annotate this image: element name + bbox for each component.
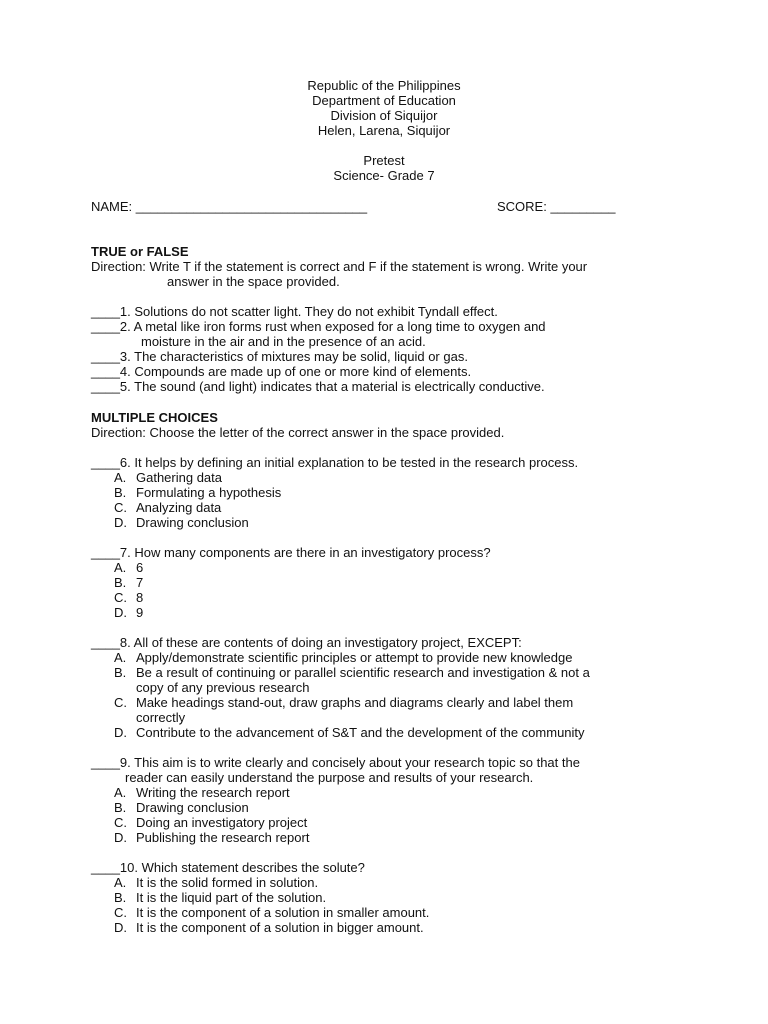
header-division: Division of Siquijor bbox=[330, 108, 438, 123]
q8-option-d bbox=[91, 725, 691, 740]
question-9-stem bbox=[91, 755, 691, 785]
score-field: SCORE: _________ bbox=[497, 199, 616, 214]
option-letter: A. bbox=[114, 785, 127, 800]
option-text: Be a result of continuing or parallel scientific research and investigation & not a bbox=[136, 665, 590, 680]
q10-option-d bbox=[91, 920, 691, 935]
option-text: Drawing conclusion bbox=[136, 800, 249, 815]
question-9-stem-line-2: reader can easily understand the purpose and results of your research. bbox=[125, 770, 534, 785]
option-text: 8 bbox=[136, 590, 144, 605]
direction-line-1: Direction: Write T if the statement is correct and F if the statement is wrong. Write your bbox=[91, 259, 588, 274]
option-text: 9 bbox=[136, 605, 144, 620]
q8-option-b bbox=[91, 665, 691, 695]
option-text: Apply/demonstrate scientific principles or attempt to provide new knowledge bbox=[136, 650, 573, 665]
option-letter: C. bbox=[114, 590, 127, 605]
header-department: Department of Education bbox=[312, 93, 456, 108]
option-letter: D. bbox=[114, 605, 127, 620]
option-text: Publishing the research report bbox=[136, 830, 310, 845]
q6-option-d bbox=[91, 515, 691, 530]
option-letter: A. bbox=[114, 470, 127, 485]
option-letter: B. bbox=[114, 485, 127, 500]
multiple-choice-section bbox=[91, 410, 691, 935]
question-10 bbox=[91, 860, 691, 935]
header-test-type: Pretest bbox=[363, 153, 405, 168]
option-text: 6 bbox=[136, 560, 144, 575]
q9-option-c bbox=[91, 815, 691, 830]
option-letter: A. bbox=[114, 560, 127, 575]
question-10-stem: ____10. Which statement describes the solute? bbox=[91, 860, 365, 875]
option-letter: B. bbox=[114, 665, 127, 680]
tf-item-5: ____5. The sound (and light) indicates that a material is electrically conductive. bbox=[91, 379, 545, 394]
q7-option-c bbox=[91, 590, 691, 605]
header-republic: Republic of the Philippines bbox=[307, 78, 461, 93]
option-text: It is the component of a solution in bigger amount. bbox=[136, 920, 424, 935]
tf-item-2-line-2: moisture in the air and in the presence of an acid. bbox=[141, 334, 426, 349]
option-text: Analyzing data bbox=[136, 500, 222, 515]
q6-option-c bbox=[91, 500, 691, 515]
header-subject: Science- Grade 7 bbox=[333, 168, 435, 183]
true-false-title: TRUE or FALSE bbox=[91, 244, 189, 259]
document-header bbox=[0, 78, 768, 183]
name-field: NAME: ________________________________ bbox=[91, 199, 368, 214]
option-letter: C. bbox=[114, 905, 127, 920]
option-text: It is the solid formed in solution. bbox=[136, 875, 319, 890]
q9-option-b bbox=[91, 800, 691, 815]
option-text: Writing the research report bbox=[136, 785, 290, 800]
multiple-choice-direction: Direction: Choose the letter of the correct answer in the space provided. bbox=[91, 425, 505, 440]
option-letter: B. bbox=[114, 890, 127, 905]
option-letter: C. bbox=[114, 500, 127, 515]
option-letter: C. bbox=[114, 695, 127, 710]
header-location: Helen, Larena, Siquijor bbox=[317, 123, 451, 138]
q10-option-b bbox=[91, 890, 691, 905]
q7-option-a bbox=[91, 560, 691, 575]
true-false-section bbox=[91, 244, 691, 394]
option-text-continued: copy of any previous research bbox=[136, 680, 310, 695]
option-text: 7 bbox=[136, 575, 144, 590]
tf-item-1: ____1. Solutions do not scatter light. They do not exhibit Tyndall effect. bbox=[91, 304, 498, 319]
true-false-list bbox=[91, 304, 691, 394]
q6-option-b bbox=[91, 485, 691, 500]
option-text: Drawing conclusion bbox=[136, 515, 249, 530]
q8-option-a bbox=[91, 650, 691, 665]
option-text: Doing an investigatory project bbox=[136, 815, 308, 830]
option-text: Gathering data bbox=[136, 470, 223, 485]
tf-item-4: ____4. Compounds are made up of one or more kind of elements. bbox=[91, 364, 472, 379]
option-text: Formulating a hypothesis bbox=[136, 485, 282, 500]
q9-option-d bbox=[91, 830, 691, 845]
option-letter: B. bbox=[114, 800, 127, 815]
q9-option-a bbox=[91, 785, 691, 800]
question-7-stem: ____7. How many components are there in an investigatory process? bbox=[91, 545, 491, 560]
question-9-stem-line-1: ____9. This aim is to write clearly and concisely about your research topic so that the bbox=[91, 755, 580, 770]
option-text: Make headings stand-out, draw graphs and diagrams clearly and label them bbox=[136, 695, 574, 710]
header-gap bbox=[0, 138, 768, 153]
option-letter: A. bbox=[114, 650, 127, 665]
option-letter: C. bbox=[114, 815, 127, 830]
question-8 bbox=[91, 635, 691, 740]
question-7 bbox=[91, 545, 691, 620]
multiple-choice-title: MULTIPLE CHOICES bbox=[91, 410, 218, 425]
option-text: Contribute to the advancement of S&T and the development of the community bbox=[136, 725, 585, 740]
true-false-direction bbox=[91, 259, 691, 289]
question-9 bbox=[91, 755, 691, 845]
q7-option-d bbox=[91, 605, 691, 620]
option-letter: A. bbox=[114, 875, 127, 890]
option-text: It is the liquid part of the solution. bbox=[136, 890, 327, 905]
q7-option-b bbox=[91, 575, 691, 590]
option-letter: B. bbox=[114, 575, 127, 590]
option-text-continued: correctly bbox=[136, 710, 186, 725]
tf-item-2 bbox=[91, 319, 691, 349]
tf-item-2-line-1: ____2. A metal like iron forms rust when exposed for a long time to oxygen and bbox=[91, 319, 546, 334]
q10-option-a bbox=[91, 875, 691, 890]
question-6-stem: ____6. It helps by defining an initial explanation to be tested in the research process. bbox=[91, 455, 579, 470]
option-letter: D. bbox=[114, 920, 127, 935]
question-8-stem: ____8. All of these are contents of doing an investigatory project, EXCEPT: bbox=[91, 635, 522, 650]
option-letter: D. bbox=[114, 725, 127, 740]
direction-line-2: answer in the space provided. bbox=[167, 274, 340, 289]
q8-option-c bbox=[91, 695, 691, 725]
tf-item-3: ____3. The characteristics of mixtures may be solid, liquid or gas. bbox=[91, 349, 468, 364]
question-6 bbox=[91, 455, 691, 530]
option-letter: D. bbox=[114, 515, 127, 530]
option-letter: D. bbox=[114, 830, 127, 845]
q6-option-a bbox=[91, 470, 691, 485]
option-text: It is the component of a solution in smaller amount. bbox=[136, 905, 430, 920]
q10-option-c bbox=[91, 905, 691, 920]
